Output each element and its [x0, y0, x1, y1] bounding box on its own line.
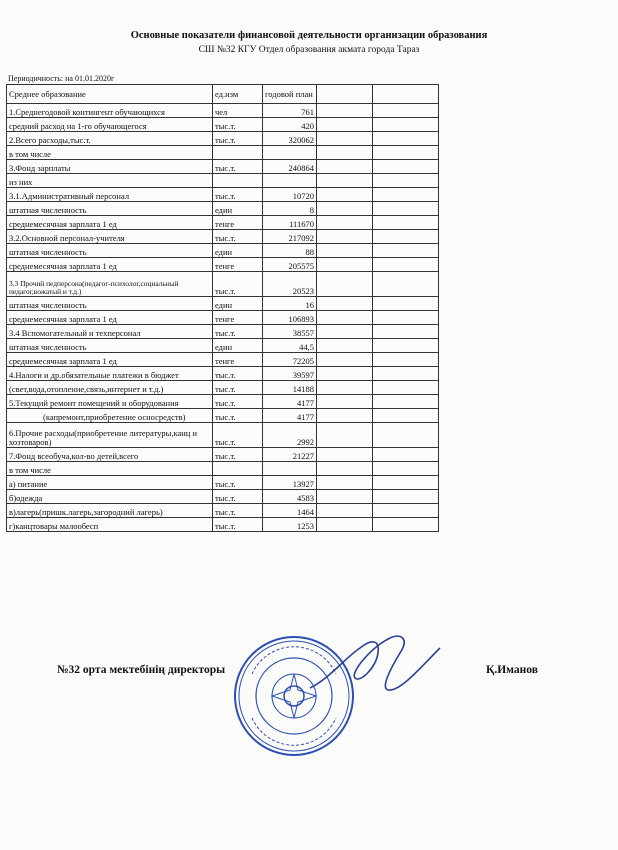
row-label: г)канцтовары малообесп [7, 518, 213, 532]
row-unit: тыс.т. [213, 132, 263, 146]
empty-cell [317, 272, 373, 297]
row-unit: тыс.т. [213, 367, 263, 381]
row-label: в том числе [7, 146, 213, 160]
empty-cell [317, 518, 373, 532]
empty-cell [373, 476, 439, 490]
column-header: ед.изм [213, 85, 263, 104]
row-annual-plan-value: 4177 [263, 395, 317, 409]
row-annual-plan-value: 13927 [263, 476, 317, 490]
empty-cell [373, 216, 439, 230]
row-annual-plan-value: 20523 [263, 272, 317, 297]
table-row [7, 381, 439, 395]
empty-cell [317, 448, 373, 462]
empty-cell [317, 160, 373, 174]
empty-cell [317, 258, 373, 272]
row-unit: един [213, 202, 263, 216]
row-unit: тыс.т. [213, 325, 263, 339]
row-annual-plan-value: 4177 [263, 409, 317, 423]
empty-cell [373, 230, 439, 244]
table-row [7, 409, 439, 423]
row-unit: тыс.т. [213, 395, 263, 409]
empty-cell [317, 325, 373, 339]
empty-cell [373, 118, 439, 132]
row-annual-plan-value: 44,5 [263, 339, 317, 353]
table-row [7, 353, 439, 367]
empty-cell [373, 132, 439, 146]
row-label: 4.Налоги и др.обязательные платежи в бюджет [7, 367, 213, 381]
table-row [7, 395, 439, 409]
empty-cell [317, 202, 373, 216]
table-row [7, 272, 439, 297]
document-title: Основные показатели финансовой деятельности организации образования [130, 30, 488, 41]
table-row [7, 258, 439, 272]
column-header [373, 85, 439, 104]
empty-cell [317, 244, 373, 258]
row-annual-plan-value: 111670 [263, 216, 317, 230]
row-annual-plan-value [263, 146, 317, 160]
row-annual-plan-value: 240864 [263, 160, 317, 174]
column-header: Среднее образование [7, 85, 213, 104]
row-label: среднемесячная зарплата 1 ед [7, 353, 213, 367]
empty-cell [373, 448, 439, 462]
financial-indicators-table [6, 84, 439, 532]
row-annual-plan-value: 14188 [263, 381, 317, 395]
empty-cell [317, 381, 373, 395]
table-row [7, 423, 439, 448]
empty-cell [317, 311, 373, 325]
row-unit: тенге [213, 216, 263, 230]
empty-cell [317, 395, 373, 409]
row-label: среднемесячная зарплата 1 ед [7, 216, 213, 230]
empty-cell [373, 395, 439, 409]
empty-cell [317, 216, 373, 230]
empty-cell [317, 174, 373, 188]
row-annual-plan-value: 2992 [263, 423, 317, 448]
row-unit: тыс.т. [213, 504, 263, 518]
empty-cell [317, 462, 373, 476]
row-annual-plan-value: 1253 [263, 518, 317, 532]
row-unit: тыс.т. [213, 409, 263, 423]
row-unit: тыс.т. [213, 518, 263, 532]
column-header: годовой план [263, 85, 317, 104]
empty-cell [373, 174, 439, 188]
empty-cell [373, 104, 439, 118]
row-annual-plan-value: 16 [263, 297, 317, 311]
empty-cell [373, 490, 439, 504]
row-label: 3.1.Административный персонал [7, 188, 213, 202]
empty-cell [373, 258, 439, 272]
empty-cell [317, 490, 373, 504]
empty-cell [317, 504, 373, 518]
row-label: (свет,вода,отопление,связь,интернет и т.д.) [7, 381, 213, 395]
row-annual-plan-value: 420 [263, 118, 317, 132]
table-row [7, 174, 439, 188]
row-annual-plan-value: 38557 [263, 325, 317, 339]
table-row [7, 230, 439, 244]
row-unit: тенге [213, 353, 263, 367]
row-unit: тыс.т. [213, 423, 263, 448]
empty-cell [373, 325, 439, 339]
row-unit: тенге [213, 311, 263, 325]
row-label: 1.Среднегодовой контингент обучающихся [7, 104, 213, 118]
empty-cell [317, 297, 373, 311]
table-row [7, 160, 439, 174]
row-label: штатная численность [7, 202, 213, 216]
row-unit: чел [213, 104, 263, 118]
empty-cell [317, 146, 373, 160]
table-row [7, 297, 439, 311]
row-label: 5.Текущий ремонт помещений и оборудования [7, 395, 213, 409]
empty-cell [373, 367, 439, 381]
row-label: в)лагерь(пришк.лагерь,загородний лагерь) [7, 504, 213, 518]
table-row [7, 448, 439, 462]
row-label: (капремонт,приобретение осносредств) [7, 409, 213, 423]
empty-cell [317, 353, 373, 367]
director-signature [300, 618, 450, 708]
row-label: из них [7, 174, 213, 188]
row-annual-plan-value: 88 [263, 244, 317, 258]
row-annual-plan-value: 217092 [263, 230, 317, 244]
row-annual-plan-value: 1464 [263, 504, 317, 518]
table-row [7, 216, 439, 230]
table-header-row [7, 85, 439, 104]
row-unit: тыс.т. [213, 118, 263, 132]
table-row [7, 146, 439, 160]
row-unit: тыс.т. [213, 490, 263, 504]
row-annual-plan-value: 205575 [263, 258, 317, 272]
row-label: 3.3 Прочий педперсона(педагог-психолог,социальный педагог,вожатый и т.д.) [7, 272, 213, 297]
empty-cell [373, 381, 439, 395]
empty-cell [373, 188, 439, 202]
table-row [7, 104, 439, 118]
row-annual-plan-value [263, 462, 317, 476]
empty-cell [373, 518, 439, 532]
empty-cell [373, 244, 439, 258]
row-unit: тыс.т. [213, 448, 263, 462]
row-annual-plan-value: 72205 [263, 353, 317, 367]
row-label: штатная численность [7, 244, 213, 258]
empty-cell [373, 202, 439, 216]
table-row [7, 132, 439, 146]
empty-cell [317, 188, 373, 202]
table-row [7, 311, 439, 325]
row-unit: тыс.т. [213, 230, 263, 244]
empty-cell [317, 104, 373, 118]
document-subtitle: СШ №32 КГУ Отдел образования акмата города Тараз [198, 45, 420, 55]
row-unit [213, 146, 263, 160]
row-label: 3.2.Основной персонал-учителя [7, 230, 213, 244]
row-annual-plan-value: 4583 [263, 490, 317, 504]
row-label: 6.Прочие расходы(приобретение литературы,канц и хозтоваров) [7, 423, 213, 448]
empty-cell [317, 118, 373, 132]
row-annual-plan-value: 21227 [263, 448, 317, 462]
row-label: штатная численность [7, 297, 213, 311]
row-label: среднемесячная зарплата 1 ед [7, 311, 213, 325]
row-unit: един [213, 297, 263, 311]
empty-cell [317, 132, 373, 146]
row-label: среднемесячная зарплата 1 ед [7, 258, 213, 272]
table-row [7, 518, 439, 532]
empty-cell [373, 146, 439, 160]
row-unit: тыс.т. [213, 272, 263, 297]
row-label: 2.Всего расходы,тыс.т. [7, 132, 213, 146]
row-annual-plan-value: 106893 [263, 311, 317, 325]
table-row [7, 118, 439, 132]
table-row [7, 476, 439, 490]
table-row [7, 188, 439, 202]
row-unit: тенге [213, 258, 263, 272]
row-unit [213, 462, 263, 476]
empty-cell [373, 353, 439, 367]
empty-cell [373, 423, 439, 448]
row-annual-plan-value: 10720 [263, 188, 317, 202]
row-label: а) питание [7, 476, 213, 490]
row-label: 3.4 Вспомогательный и техперсонал [7, 325, 213, 339]
table-row [7, 367, 439, 381]
empty-cell [373, 311, 439, 325]
row-unit: тыс.т. [213, 381, 263, 395]
table-row [7, 202, 439, 216]
row-annual-plan-value [263, 174, 317, 188]
table-row [7, 462, 439, 476]
empty-cell [317, 367, 373, 381]
empty-cell [317, 476, 373, 490]
row-label: б)одежда [7, 490, 213, 504]
row-label: в том числе [7, 462, 213, 476]
row-annual-plan-value: 320062 [263, 132, 317, 146]
column-header [317, 85, 373, 104]
empty-cell [373, 409, 439, 423]
row-unit: един [213, 244, 263, 258]
table-row [7, 339, 439, 353]
table-row [7, 244, 439, 258]
row-unit: тыс.т. [213, 160, 263, 174]
empty-cell [317, 423, 373, 448]
row-unit [213, 174, 263, 188]
empty-cell [373, 160, 439, 174]
row-label: 7.Фонд всеобуча,кол-во детей,всего [7, 448, 213, 462]
row-annual-plan-value: 8 [263, 202, 317, 216]
empty-cell [373, 339, 439, 353]
row-label: 3.Фонд зарплаты [7, 160, 213, 174]
row-unit: един [213, 339, 263, 353]
row-unit: тыс.т. [213, 188, 263, 202]
row-annual-plan-value: 39597 [263, 367, 317, 381]
signatory-title: №32 орта мектебінің директоры [57, 664, 226, 676]
table-row [7, 325, 439, 339]
empty-cell [317, 409, 373, 423]
row-label: средний расход на 1-го обучающегося [7, 118, 213, 132]
empty-cell [317, 339, 373, 353]
empty-cell [373, 272, 439, 297]
empty-cell [317, 230, 373, 244]
empty-cell [373, 462, 439, 476]
table-row [7, 504, 439, 518]
signatory-name: Қ.Иманов [486, 664, 538, 676]
empty-cell [373, 504, 439, 518]
periodicity-label: Периодичность: на 01.01.2020г [8, 74, 115, 83]
table-row [7, 490, 439, 504]
row-label: штатная численность [7, 339, 213, 353]
row-annual-plan-value: 761 [263, 104, 317, 118]
empty-cell [373, 297, 439, 311]
row-unit: тыс.т. [213, 476, 263, 490]
